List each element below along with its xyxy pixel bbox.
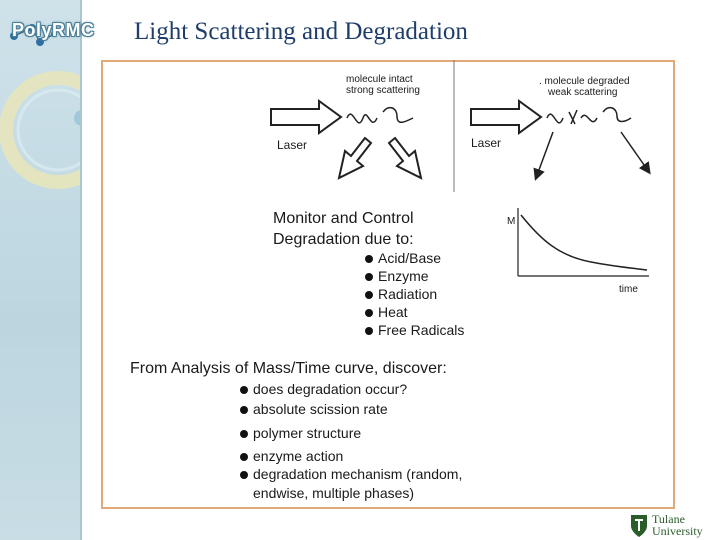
tulane-logo-line2: University bbox=[652, 524, 703, 538]
monitor-heading-line2: Degradation due to: bbox=[273, 231, 414, 248]
shield-icon bbox=[630, 514, 648, 538]
tulane-logo-line1: Tulane bbox=[652, 512, 685, 526]
scatter-arrow-left-1 bbox=[339, 138, 371, 178]
laser-arrow-right bbox=[471, 101, 541, 133]
tulane-logo bbox=[630, 512, 720, 540]
sidebar-divider bbox=[80, 0, 82, 540]
analysis-item: enzyme action bbox=[240, 448, 343, 464]
analysis-item: absolute scission rate bbox=[240, 401, 388, 417]
bullet-icon bbox=[240, 406, 248, 414]
scattering-diagram bbox=[101, 60, 675, 509]
sidebar-decoration bbox=[0, 0, 80, 540]
bullet-icon bbox=[365, 327, 373, 335]
bullet-icon bbox=[240, 386, 248, 394]
bullet-icon bbox=[365, 309, 373, 317]
scatter-arrow-left-2 bbox=[389, 138, 421, 178]
molecule-intact bbox=[347, 108, 413, 123]
left-caption-line1: molecule intact bbox=[346, 74, 413, 85]
logo-text: PolyRMC bbox=[12, 20, 95, 40]
content-frame bbox=[101, 60, 675, 509]
monitor-item: Free Radicals bbox=[365, 322, 464, 338]
scatter-arrow-right-1 bbox=[536, 132, 553, 178]
monitor-heading-line1: Monitor and Control bbox=[273, 210, 414, 227]
bullet-icon bbox=[240, 453, 248, 461]
analysis-item: polymer structure bbox=[240, 425, 361, 441]
decorative-circles bbox=[0, 0, 80, 540]
bullet-icon bbox=[240, 430, 248, 438]
molecule-degraded bbox=[547, 108, 631, 124]
right-caption-line2: weak scattering bbox=[548, 87, 618, 98]
graph-curve bbox=[521, 215, 647, 270]
left-laser-label: Laser bbox=[277, 138, 308, 152]
polyrmc-logo bbox=[4, 8, 106, 48]
analysis-item: degradation mechanism (random, bbox=[240, 466, 462, 482]
left-caption-line2: strong scattering bbox=[346, 85, 420, 96]
analysis-continuation: endwise, multiple phases) bbox=[253, 485, 415, 501]
monitor-item: Enzyme bbox=[365, 268, 429, 284]
graph-x-label: time bbox=[619, 284, 638, 295]
monitor-item: Radiation bbox=[365, 286, 437, 302]
analysis-item: does degradation occur? bbox=[240, 381, 407, 397]
right-laser-label: Laser bbox=[471, 136, 502, 150]
slide-title: Light Scattering and Degradation bbox=[134, 18, 468, 45]
scatter-arrow-right-2 bbox=[621, 132, 649, 172]
bullet-icon bbox=[365, 273, 373, 281]
analysis-heading: From Analysis of Mass/Time curve, discover: bbox=[130, 360, 447, 377]
bullet-icon bbox=[365, 291, 373, 299]
graph-y-label: M bbox=[507, 216, 516, 227]
laser-arrow-left bbox=[271, 101, 341, 133]
monitor-item: Acid/Base bbox=[365, 250, 441, 266]
right-caption-line1: . molecule degraded bbox=[539, 76, 630, 87]
bullet-icon bbox=[240, 471, 248, 479]
bullet-icon bbox=[365, 255, 373, 263]
monitor-item: Heat bbox=[365, 304, 408, 320]
